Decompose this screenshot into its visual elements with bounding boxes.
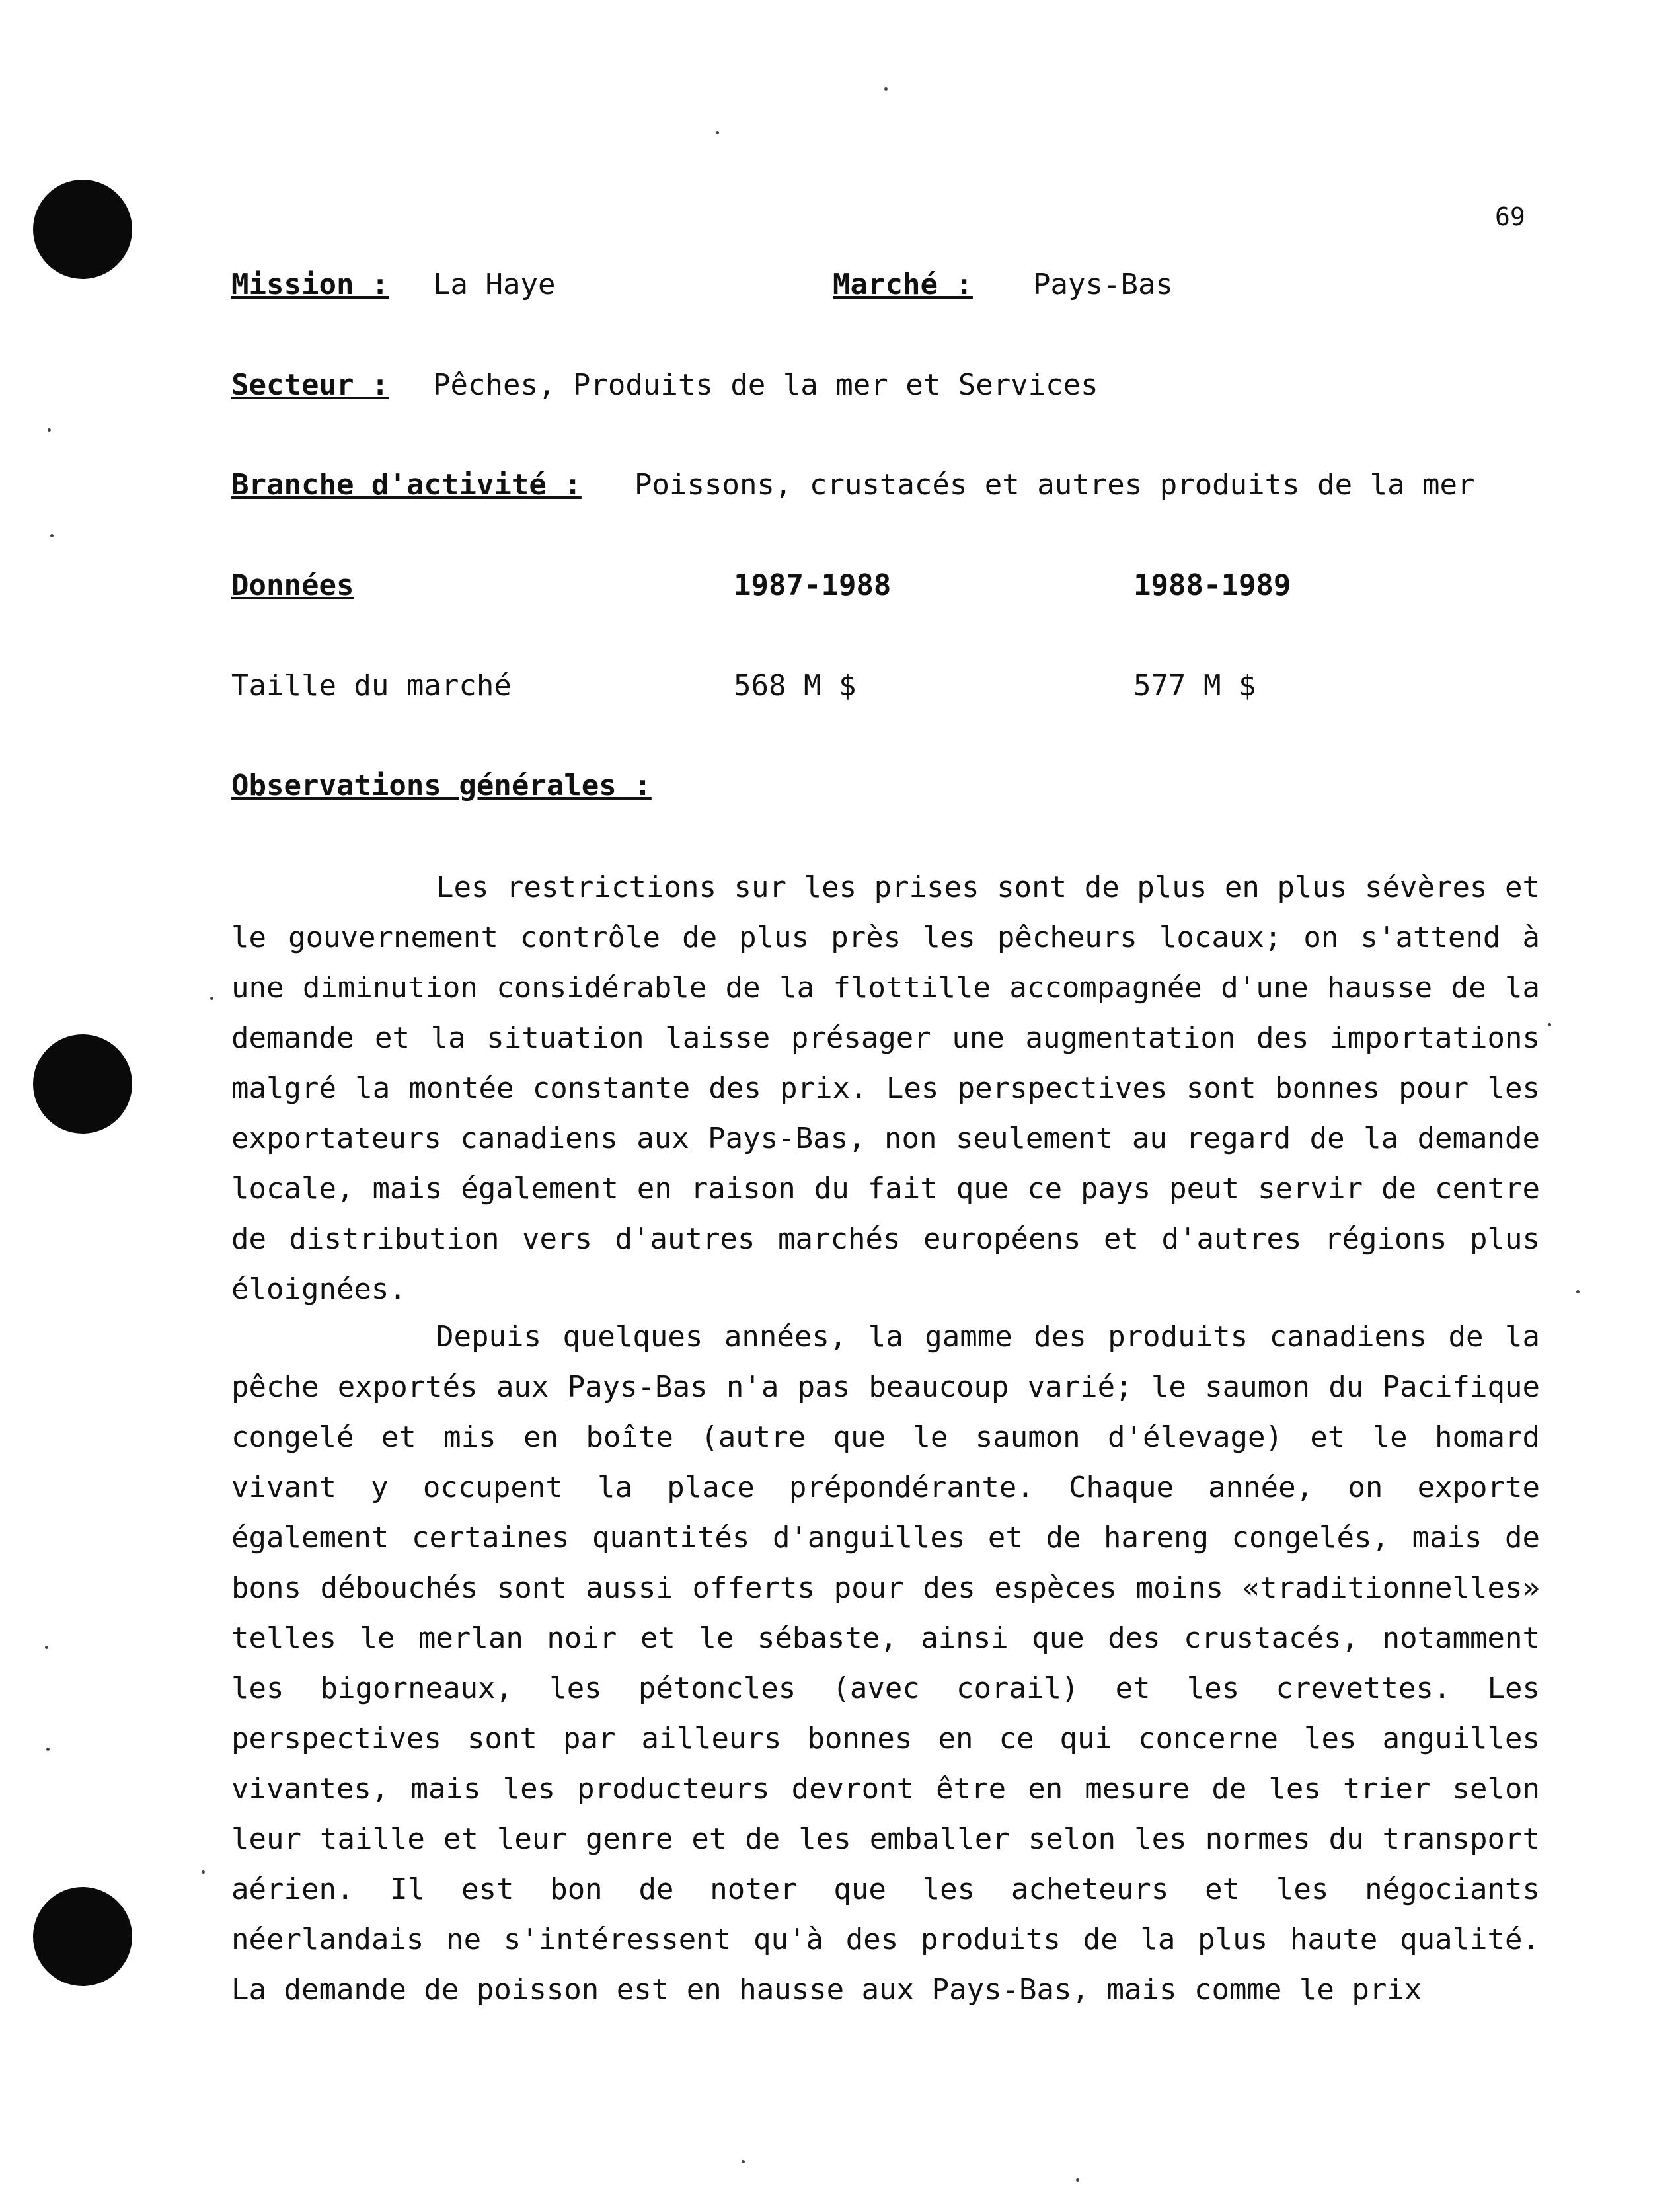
market-size-value-1: 568 M $	[734, 669, 857, 703]
punch-hole-middle	[33, 1034, 132, 1134]
paragraph-2: Depuis quelques années, la gamme des produits canadiens de la pêche exportés aux Pays-Bas n'a pas beaucoup varié; le saumon du Pacifique congelé et mis en boîte (autre que le saumon d'élevage) et le homard vivant y occupent la place prépondérante. Chaque année, on exporte également certaines quantités d'anguilles et de hareng congelés, mais de bons débouchés sont aussi offerts pour des espèces moins «traditionnelles» telles le merlan noir et le sébaste, ainsi que des crustacés, notamment les bigorneaux, les pétoncles (avec corail) et les crevettes. Les perspectives sont par ailleurs bonnes en ce qui concerne les anguilles vivantes, mais les producteurs devront être en mesure de les trier selon leur taille et leur genre et de les emballer selon les normes du transport aérien. Il est bon de noter que les acheteurs et les négociants néerlandais ne s'intéressent qu'à des produits de la plus haute qualité. La demande de poisson est en hausse aux Pays-Bas, mais comme le prix	[231, 1320, 1540, 2007]
page-number: 69	[1495, 202, 1525, 231]
marche-value: Pays-Bas	[1033, 268, 1173, 301]
scan-speck	[1548, 1023, 1551, 1026]
scan-speck	[48, 428, 51, 432]
punch-hole-bottom	[33, 1887, 132, 1986]
scan-speck	[742, 2160, 745, 2163]
year-1-header: 1987-1988	[734, 568, 892, 602]
secteur-value: Pêches, Produits de la mer et Services	[433, 368, 1098, 402]
market-size-value-2: 577 M $	[1133, 669, 1256, 703]
branche-label: Branche d'activité :	[231, 468, 582, 502]
scan-speck	[45, 1646, 48, 1649]
donnees-label: Données	[231, 568, 354, 602]
branche-value: Poissons, crustacés et autres produits de la mer	[634, 468, 1475, 502]
scan-speck	[884, 87, 888, 91]
punch-hole-top	[33, 180, 132, 279]
scan-speck	[202, 1870, 205, 1874]
observations-heading: Observations générales :	[231, 769, 652, 802]
secteur-label: Secteur :	[231, 368, 389, 402]
scan-speck	[716, 131, 719, 134]
mission-label: Mission :	[231, 268, 389, 301]
year-2-header: 1988-1989	[1133, 568, 1291, 602]
market-size-label: Taille du marché	[231, 669, 512, 703]
scan-speck	[46, 1748, 50, 1751]
paragraph-1: Les restrictions sur les prises sont de plus en plus sévères et le gouvernement contrôle de plus près les pêcheurs locaux; on s'attend à une diminution considérable de la flottille accompagnée d'une hausse de la demande et la situation laisse présager une augmentation des importations malgré la montée constante des prix. Les perspectives sont bonnes pour les exportateurs canadiens aux Pays-Bas, non seulement au regard de la demande locale, mais également en raison du fait que ce pays peut servir de centre de distribution vers d'autres marchés européens et d'autres régions plus éloignées.	[231, 870, 1540, 1306]
scan-speck	[1076, 2178, 1079, 2182]
scan-speck	[210, 997, 213, 1000]
marche-label: Marché :	[833, 268, 973, 301]
mission-value: La Haye	[433, 268, 556, 301]
scan-speck	[50, 534, 54, 537]
scan-speck	[1576, 1290, 1580, 1293]
